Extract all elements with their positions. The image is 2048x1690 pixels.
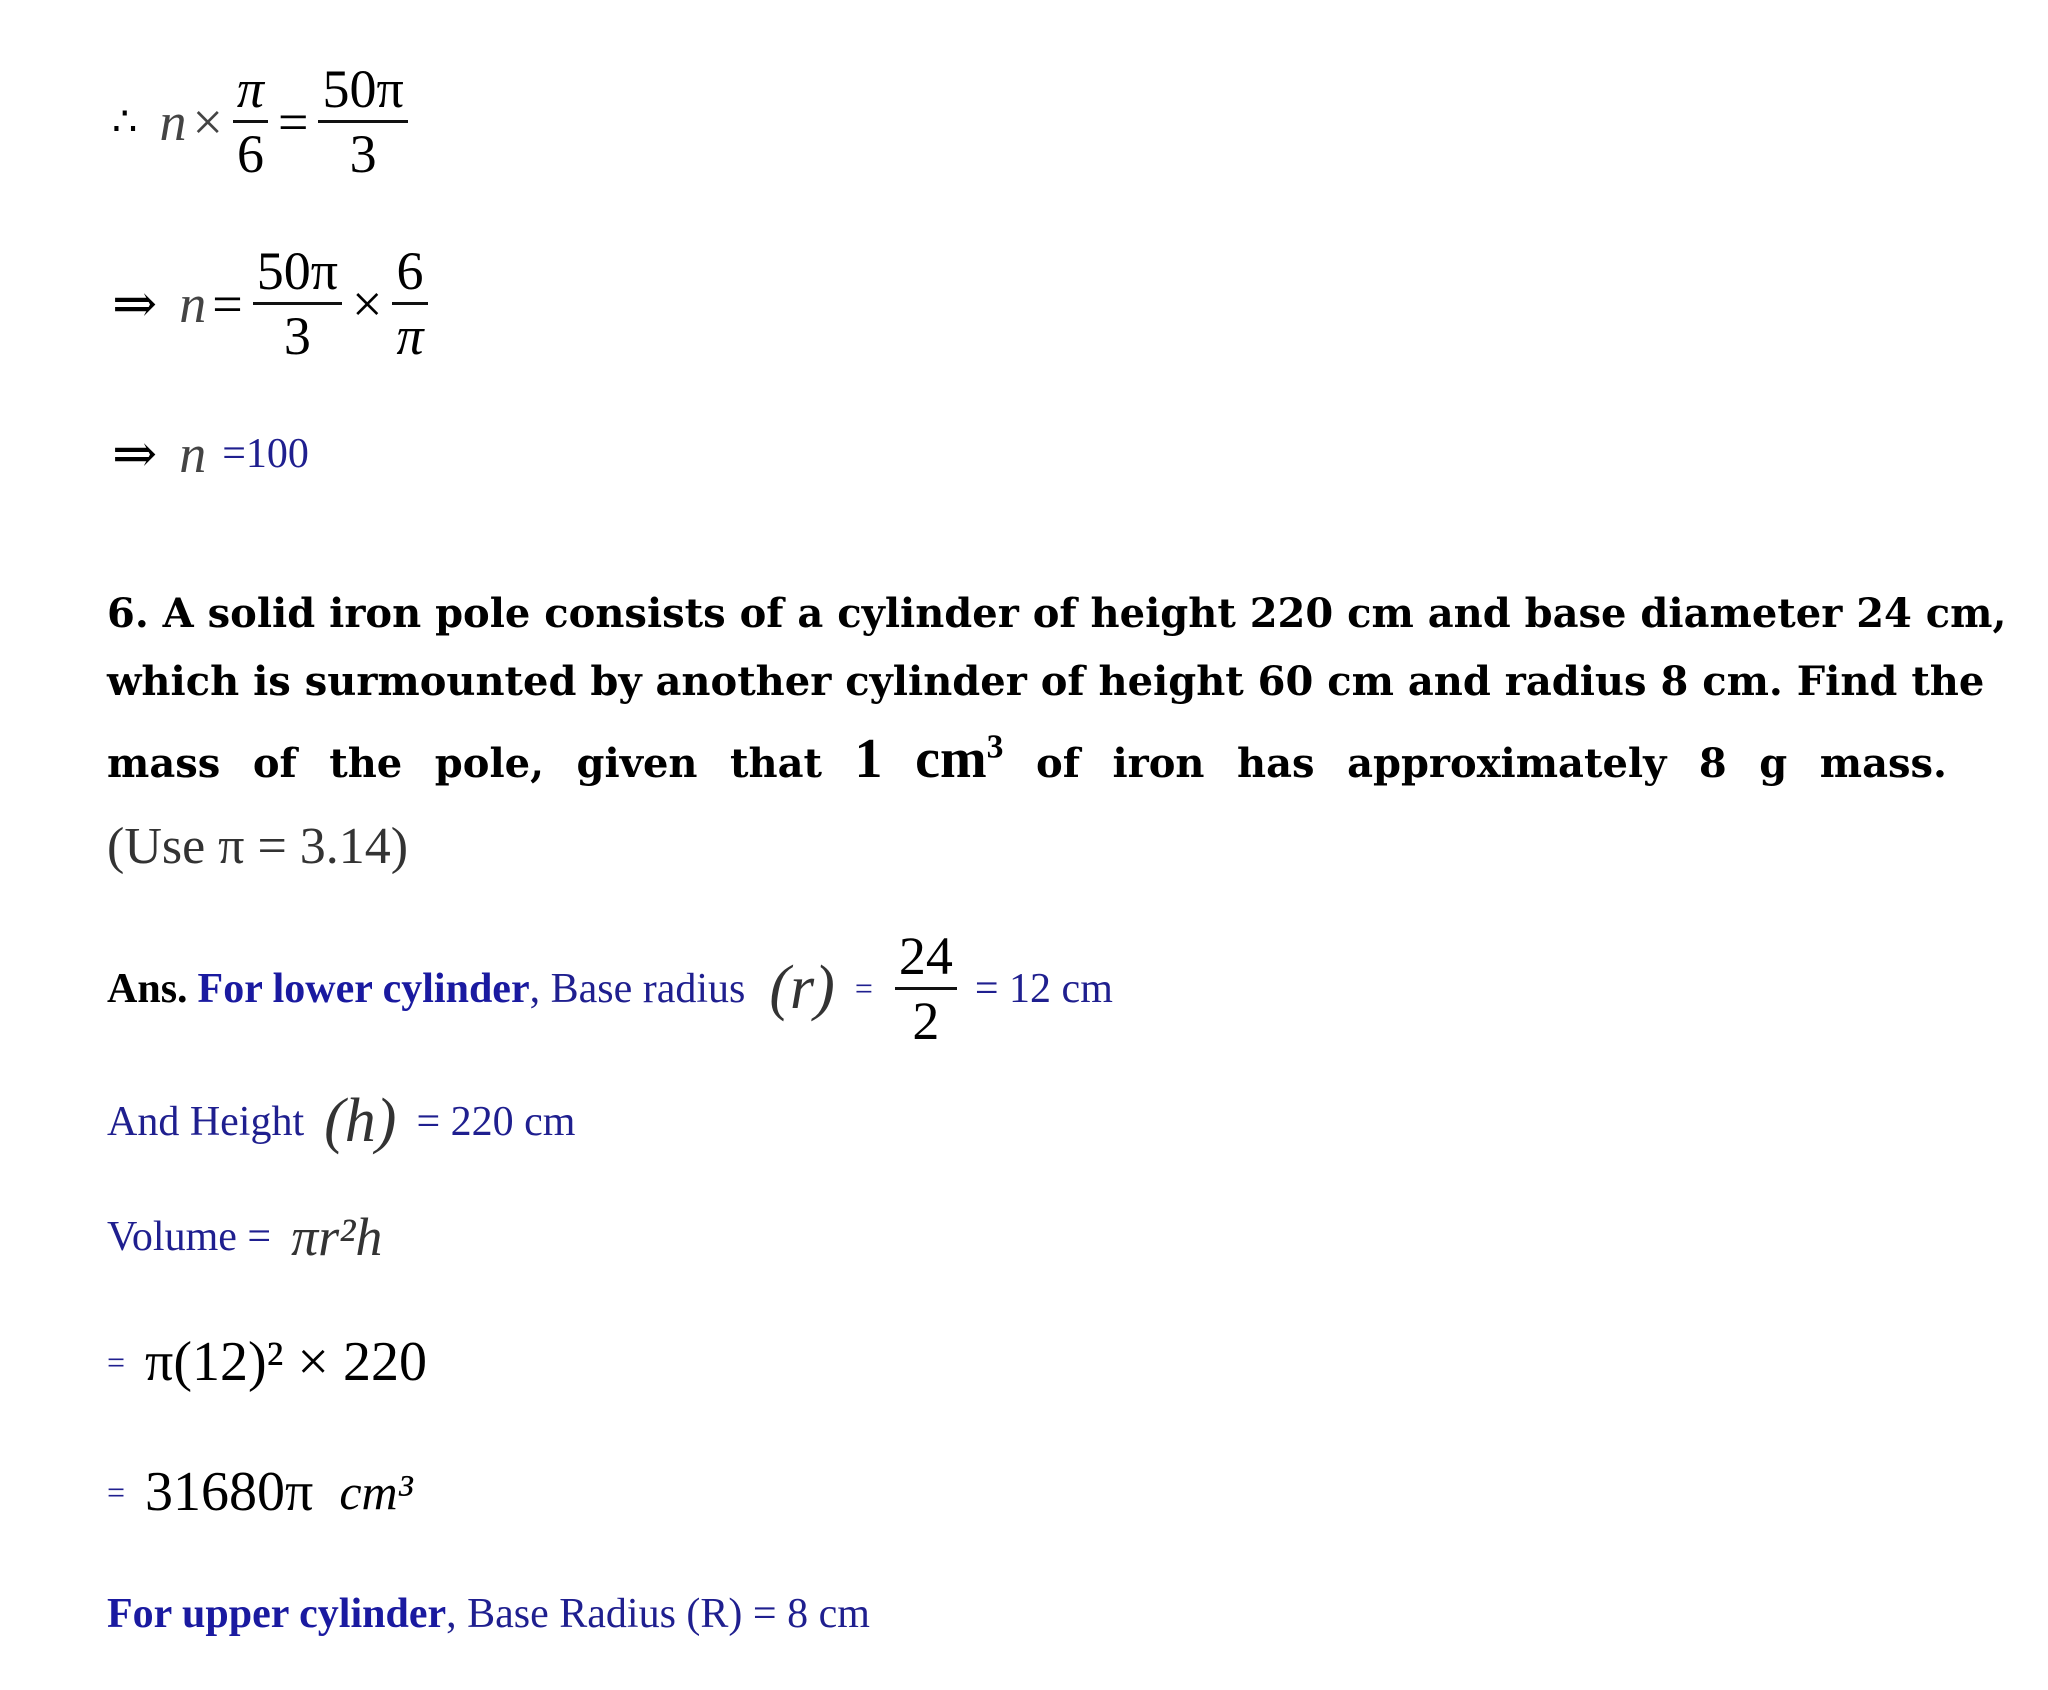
question-line-1: 6. A solid iron pole consists of a cylinder of height 220 cm and base diameter 24 cm,: [107, 590, 2007, 637]
height-result: = 220 cm: [416, 1098, 576, 1145]
times-operator: ×: [192, 91, 223, 152]
lower-cylinder-label: For lower cylinder: [197, 965, 530, 1012]
therefore-symbol: ∴: [112, 99, 138, 145]
implies-arrow: ⇒: [112, 424, 158, 484]
question-line-3-start: mass of the pole, given that: [107, 740, 822, 787]
fraction-6-over-pi: [392, 240, 427, 367]
volume-text: Volume =: [107, 1214, 272, 1260]
fraction-numerator: 50π: [322, 59, 404, 119]
unit-base: 1 cm: [854, 728, 987, 790]
answer-height-line: [107, 1086, 575, 1157]
base-radius-text: , Base radius: [529, 965, 746, 1012]
answer-calc-line-2: [107, 1460, 413, 1524]
fraction-denominator: 3: [349, 124, 377, 185]
fraction-denominator: 6: [236, 124, 264, 185]
question-line-3: [107, 716, 1947, 807]
volume-formula: πr²h: [291, 1207, 383, 1267]
upper-radius-text: , Base Radius (R) = 8 cm: [446, 1591, 870, 1637]
answer-calc-line-1: [107, 1330, 427, 1394]
calc-unit-2: cm³: [339, 1464, 413, 1520]
radius-symbol: (r): [769, 954, 835, 1023]
answer-upper-cylinder-line: [107, 1590, 870, 1638]
equals-sign: =: [277, 91, 309, 152]
fraction-numerator: 24: [898, 926, 953, 986]
equals-sign: =: [212, 273, 243, 334]
fraction-denominator: 3: [283, 306, 311, 367]
result-value: =100: [222, 430, 309, 477]
question-6: [107, 580, 2007, 887]
times-operator: ×: [351, 273, 383, 334]
equals-sign: =: [854, 970, 873, 1007]
fraction-50pi-over-3: [318, 58, 407, 185]
fraction-24-over-2: [895, 925, 957, 1052]
fraction-denominator: π: [396, 306, 424, 367]
variable-n: n: [179, 273, 207, 334]
fraction-numerator: 6: [396, 241, 424, 301]
calc-value-2: 31680π: [145, 1461, 314, 1523]
unit-cubic-cm: [855, 728, 1004, 790]
question-line-2: which is surmounted by another cylinder of height 60 cm and radius 8 cm. Find the: [107, 658, 1985, 705]
fraction-numerator: 50π: [256, 241, 338, 301]
variable-n: n: [179, 423, 207, 484]
answer-radius-line: [107, 925, 1113, 1052]
fraction-denominator: 2: [912, 991, 940, 1052]
fraction-numerator: π: [236, 59, 264, 119]
implies-arrow: ⇒: [112, 274, 158, 335]
calc-expression-1: π(12)² × 220: [145, 1331, 427, 1393]
variable-n: n: [159, 91, 187, 152]
radius-result: = 12 cm: [974, 965, 1113, 1012]
equals-sign: =: [107, 1343, 126, 1380]
answer-volume-line: [107, 1206, 382, 1268]
fraction-50pi-over-3: [253, 240, 342, 367]
equals-sign: =: [107, 1473, 126, 1510]
unit-exponent: 3: [986, 728, 1004, 766]
height-text: And Height: [107, 1098, 305, 1145]
ans-label: Ans.: [107, 965, 188, 1012]
height-symbol: (h): [324, 1087, 397, 1155]
upper-cylinder-label: For upper cylinder: [107, 1591, 447, 1637]
question-line-3-end: of iron has approximately 8 g mass.: [1036, 740, 1947, 787]
equation-step-2: [112, 240, 432, 367]
equation-step-3: [112, 422, 309, 485]
use-pi-note: (Use π = 3.14): [107, 818, 409, 875]
fraction-pi-over-6: [233, 58, 268, 185]
equation-step-1: [112, 58, 412, 185]
